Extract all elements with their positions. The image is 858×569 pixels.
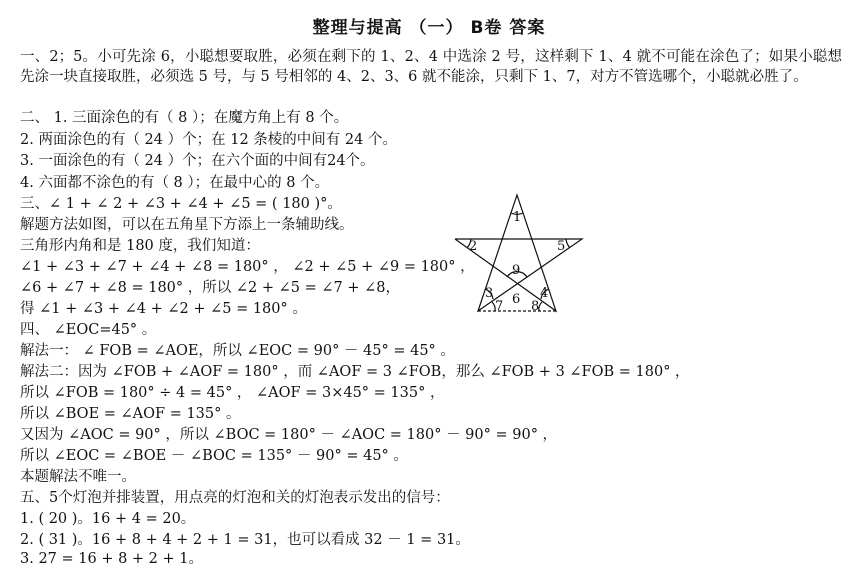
answer-line: 2. 两面涂色的有（ 24 ）个；在 12 条棱的中间有 24 个。 [20,132,397,148]
answer-q1-paragraph: 一、2；5。小可先涂 6，小聪想要取胜，必须在剩下的 1、2、4 中选涂 2 号，这样剩下 1、4 就不可能在涂色了；如果小聪想先涂一块直接取胜，必须选 5 号，与 5 号相邻的 4、2、3、6 就不能涂，只剩下 1、7，对方不管选哪个，小聪就必胜了。 [20,49,842,85]
answer-line: 三、∠ 1 + ∠ 2 + ∠3 + ∠4 + ∠5 = ( 180 )°。 [20,196,342,212]
answer-line: ∠6 + ∠7 + ∠8 = 180° ，所以 ∠2 + ∠5 = ∠7 + ∠8， [20,280,400,296]
figure-label: 5 [557,239,566,254]
answer-line: 本题解法不唯一。 [20,469,136,485]
answer-line: 解题方法如图，可以在五角星下方添上一条辅助线。 [20,217,354,233]
figure-label: 7 [495,299,504,314]
answer-line: 3. 一面涂色的有（ 24 ）个；在六个面的中间有24个。 [20,153,375,169]
figure-label: 9 [512,263,521,278]
answer-line: ∠1 + ∠3 + ∠7 + ∠4 + ∠8 = 180° ， ∠2 + ∠5 + ∠9 = 180° ， [20,259,475,275]
answer-line: 解法一： ∠ FOB = ∠AOE，所以 ∠EOC = 90° － 45° = 45° 。 [20,343,455,359]
answer-line: 二、 1. 三面涂色的有（ 8 ）；在魔方角上有 8 个。 [20,110,349,126]
figure-label: 8 [531,299,540,314]
answer-line: 4. 六面都不涂色的有（ 8 ）；在最中心的 8 个。 [20,175,330,191]
answer-line: 2. ( 31 )。16 + 8 + 4 + 2 + 1 = 31，也可以看成 32 － 1 = 31。 [20,532,470,548]
answer-line: 四、 ∠EOC=45° 。 [20,322,157,338]
figure-label: 6 [512,292,521,307]
answer-line: 3. 27 = 16 + 8 + 2 + 1。 [20,551,203,567]
answer-line: 解法二：因为 ∠FOB + ∠AOF = 180° ，而 ∠AOF = 3 ∠FOB，那么 ∠FOB + 3 ∠FOB = 180° ， [20,364,690,380]
answer-line: 所以 ∠FOB = 180° ÷ 4 = 45° ， ∠AOF = 3×45° = 135° ， [20,385,445,401]
answer-line: 又因为 ∠AOC = 90° ，所以 ∠BOC = 180° － ∠AOC = 180° － 90° = 90° ， [20,427,558,443]
answer-line: 三角形内角和是 180 度，我们知道： [20,238,260,254]
answer-line: 所以 ∠EOC = ∠BOE － ∠BOC = 135° － 90° = 45° 。 [20,448,408,464]
figure-label: 3 [485,286,494,301]
answer-line: 所以 ∠BOE = ∠AOF = 135° 。 [20,406,241,422]
answer-line: 1. ( 20 )。16 + 4 = 20。 [20,511,196,527]
angle-arc [539,302,542,311]
figure-label: 1 [513,210,522,225]
pentagram-figure [449,193,589,315]
figure-label: 4 [540,286,549,301]
answer-line: 五、5个灯泡并排装置，用点亮的灯泡和关的灯泡表示发出的信号： [20,490,450,506]
figure-label: 2 [469,239,478,254]
angle-arc [566,239,570,248]
answer-line: 得 ∠1 + ∠3 + ∠4 + ∠2 + ∠5 = 180° 。 [20,301,307,317]
page-title: 整理与提高 （一） B卷 答案 [312,18,546,38]
